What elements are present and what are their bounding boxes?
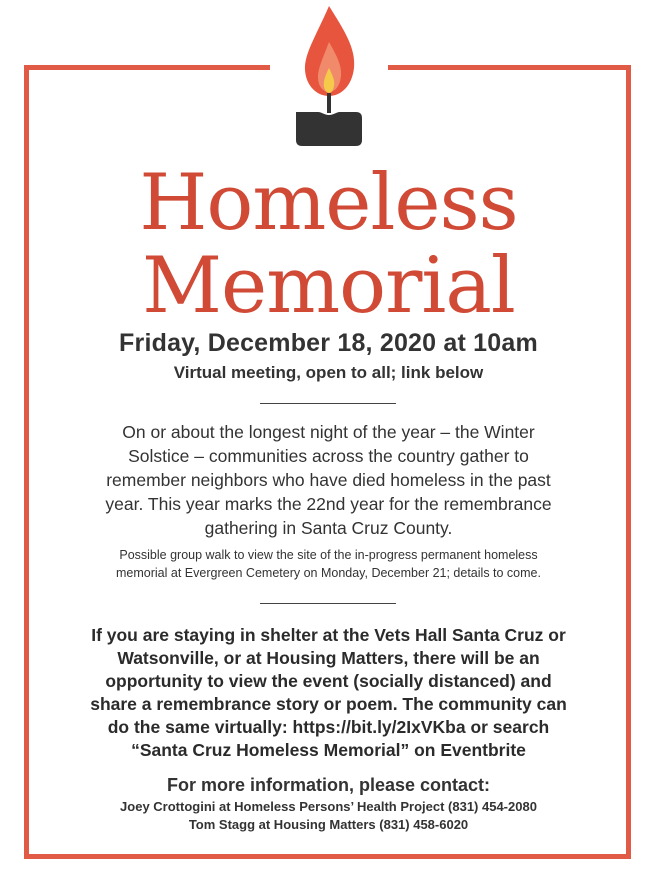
shelter-info: [50, 624, 607, 762]
candle-body: [296, 112, 362, 146]
note-line: Possible group walk to view the site of the in-progress permanent homeless: [119, 548, 538, 562]
note-line: memorial at Evergreen Cemetery on Monday, December 21; details to come.: [116, 566, 541, 580]
event-date: Friday, December 18, 2020 at 10am: [119, 329, 538, 357]
shelter-line: share a remembrance story or poem. The community can: [90, 694, 567, 714]
event-subtitle: Virtual meeting, open to all; link below: [173, 363, 484, 382]
title-line-1: Homeless: [139, 158, 518, 248]
contact-tom: Tom Stagg at Housing Matters (831) 458-6020: [188, 817, 469, 832]
contact-joey: Joey Crottogini at Homeless Persons’ Health Project (831) 454-2080: [120, 799, 537, 814]
shelter-line: If you are staying in shelter at the Vets Hall Santa Cruz or: [91, 625, 566, 645]
description-line: remember neighbors who have died homeless in the past: [106, 470, 551, 490]
description-line: Solstice – communities across the country gather to: [128, 446, 529, 466]
wick: [327, 93, 331, 113]
description-line: year. This year marks the 22nd year for the remembrance: [105, 494, 552, 514]
description-line: gathering in Santa Cruz County.: [204, 518, 453, 538]
title-line-2: Memorial: [142, 241, 515, 331]
contact-heading: For more information, please contact:: [166, 775, 491, 795]
divider: [260, 603, 396, 604]
description: [60, 420, 597, 540]
candle-icon: [284, 2, 374, 152]
divider: [260, 403, 396, 404]
shelter-line: “Santa Cruz Homeless Memorial” on Eventbrite: [131, 740, 526, 760]
shelter-line: do the same virtually: https://bit.ly/2IxVKba or search: [107, 717, 550, 737]
shelter-line: Watsonville, or at Housing Matters, there will be an: [117, 648, 540, 668]
description-line: On or about the longest night of the year – the Winter: [122, 422, 535, 442]
shelter-line: opportunity to view the event (socially distanced) and: [105, 671, 552, 691]
walk-note: [40, 546, 617, 582]
